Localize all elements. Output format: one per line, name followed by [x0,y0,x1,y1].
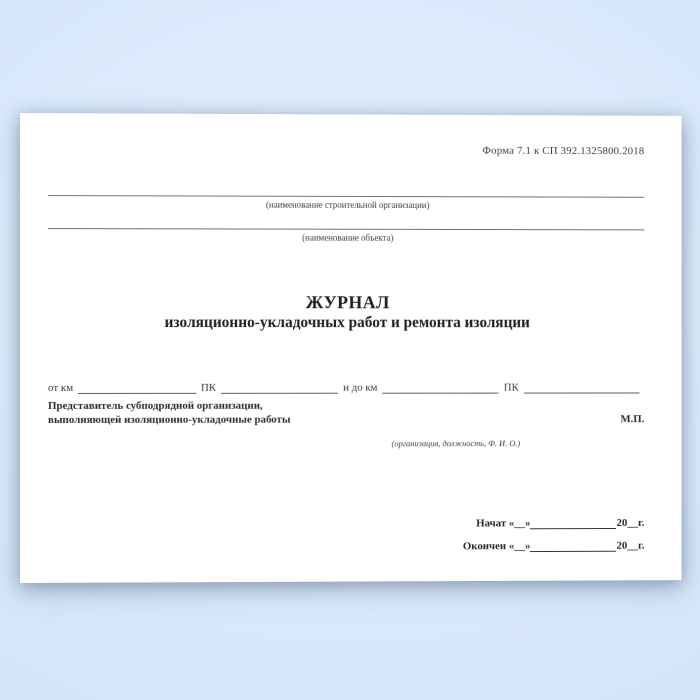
started-date-row [476,516,644,529]
representative-blank-caption: (организация, должность, Ф. И. О.) [391,438,521,449]
started-date-blank-line [530,516,616,529]
representative-row [47,413,645,449]
from-km-label: от км [47,381,74,394]
stamp-place-label: М.П. [620,413,645,426]
finished-date-blank-line [530,539,616,552]
organization-name-blank-line [48,195,644,198]
object-line-caption: (наименование объекта) [302,232,394,243]
from-km-blank-line [78,381,196,394]
route-kilometers-row [48,381,644,394]
pk-blank-line-2 [524,381,640,394]
form-reference-label: Форма 7.1 к СП 392.1325800.2018 [482,144,645,158]
pk-label-2: ПК [503,381,519,394]
organization-line-caption: (наименование строительной организации) [265,199,430,211]
pk-blank-line-1 [221,381,338,394]
representative-label-line2: выполняющей изоляционно-укладочные работы [47,413,291,426]
started-label: Начат «__» [476,517,531,530]
started-year-label: 20__г. [616,517,645,529]
to-km-blank-line [382,381,498,394]
finished-label: Окончен «__» [462,540,531,553]
object-name-blank-line [48,228,644,230]
document-subtitle: изоляционно-укладочных работ и ремонта изоляции [164,314,530,332]
journal-cover-page [20,113,681,583]
document-title: ЖУРНАЛ [305,292,390,313]
finished-year-label: 20__г. [616,539,645,552]
representative-label-line1: Представитель субподрядной организации, [47,399,263,412]
finished-date-row [463,539,645,553]
to-km-label: и до км [343,381,378,394]
pk-label-1: ПК [200,381,217,394]
